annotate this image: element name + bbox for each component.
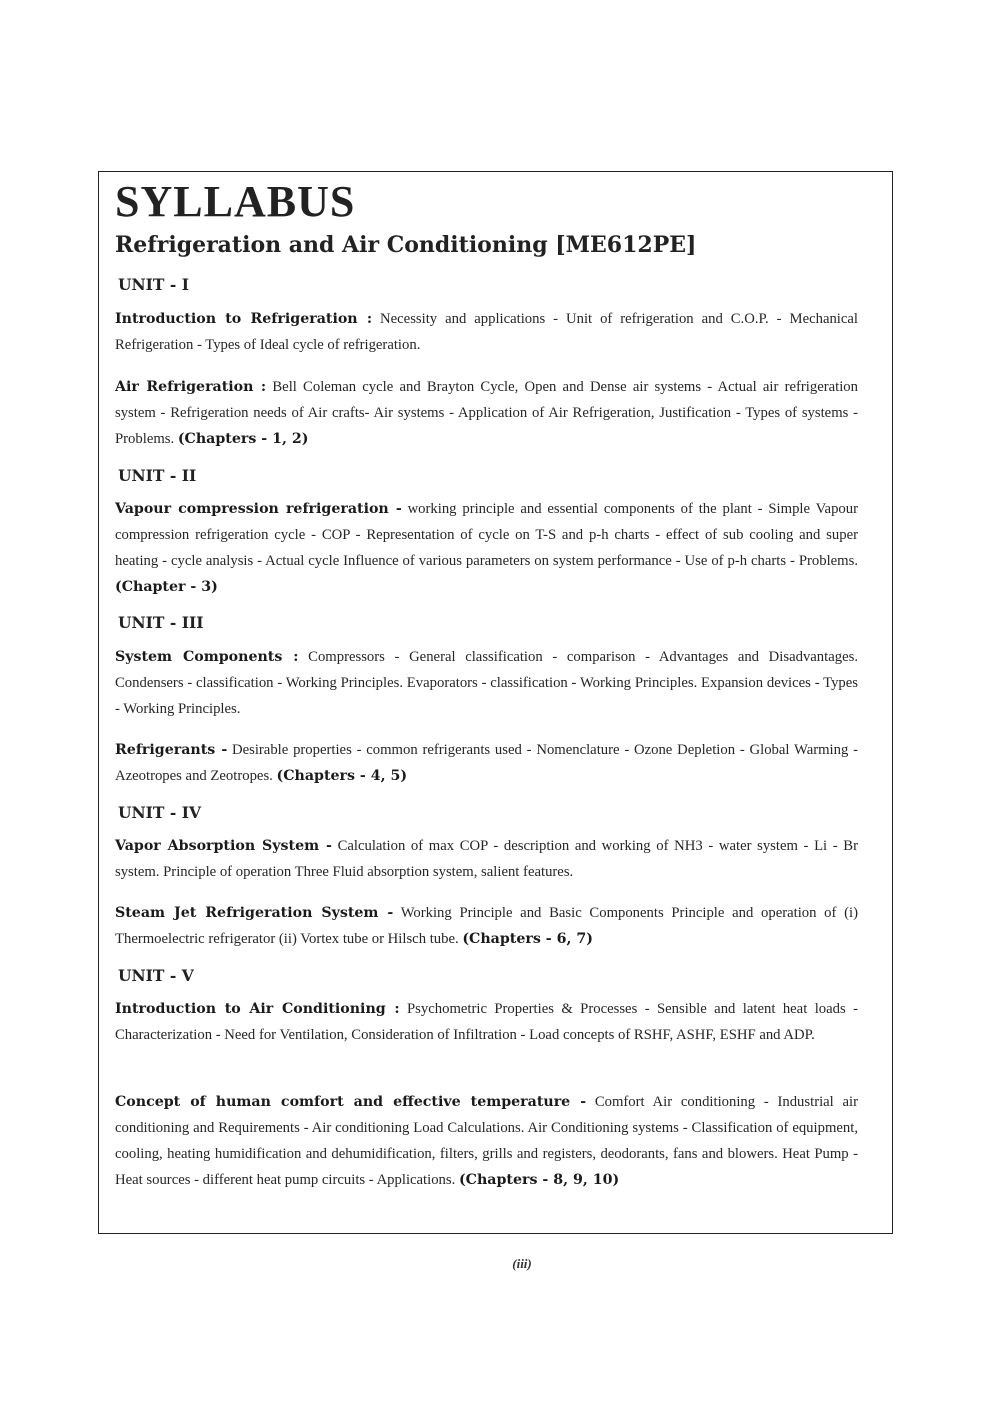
unit-paragraph bbox=[115, 496, 858, 600]
unit-paragraph bbox=[115, 1089, 858, 1193]
topic-body: Bell Coleman cycle and Brayton Cycle, Open and Dense air systems - Actual air refrigeration system - Refrigeration needs of Air crafts- Air systems - Application of Air Refrigeration, Justification - Types of systems - Problems. bbox=[115, 379, 858, 447]
topic-heading: Refrigerants - bbox=[115, 742, 228, 758]
unit-paragraph bbox=[115, 737, 858, 789]
topic-heading: Concept of human comfort and effective temperature - bbox=[115, 1094, 587, 1110]
unit-paragraph bbox=[115, 833, 858, 885]
topic-heading: Introduction to Air Conditioning : bbox=[115, 1001, 400, 1017]
topic-heading: Vapour compression refrigeration - bbox=[115, 501, 402, 517]
topic-body: working principle and essential components of the plant - Simple Vapour compression refrigeration cycle - COP - Representation of cycle on T-S and p-h charts - effect of sub cooling and super heating - cycle analysis - Actual cycle Influence of various parameters on system performance - Use of p-h charts - Problems. bbox=[115, 501, 858, 569]
topic-body: Psychometric Properties & Processes - Sensible and latent heat loads - Characterization - Need for Ventilation, Consideration of Infiltration - Load concepts of RSHF, ASHF, ESHF and ADP. bbox=[115, 1001, 858, 1043]
unit-paragraph bbox=[115, 306, 858, 358]
topic-heading: Air Refrigeration : bbox=[115, 379, 267, 395]
chapter-ref: (Chapters - 4, 5) bbox=[276, 768, 408, 784]
unit-heading: UNIT - V bbox=[118, 966, 194, 985]
chapter-ref: (Chapters - 6, 7) bbox=[462, 931, 593, 947]
topic-heading: Steam Jet Refrigeration System - bbox=[115, 905, 394, 921]
unit-heading: UNIT - IV bbox=[118, 803, 201, 822]
topic-body: Working Principle and Basic Components Principle and operation of (i) Thermoelectric refrigerator (ii) Vortex tube or Hilsch tube. bbox=[115, 905, 858, 947]
unit-heading: UNIT - III bbox=[118, 613, 204, 632]
topic-heading: Vapor Absorption System - bbox=[115, 838, 332, 854]
unit-heading: UNIT - II bbox=[118, 466, 197, 485]
unit-paragraph bbox=[115, 996, 858, 1048]
chapter-ref: (Chapters - 1, 2) bbox=[177, 431, 309, 447]
unit-paragraph bbox=[115, 374, 858, 452]
unit-paragraph bbox=[115, 644, 858, 722]
topic-body: Compressors - General classification - comparison - Advantages and Disadvantages. Condensers - classification - Working Principles. Evaporators - classification - Working Principles. Expansion devices - Types - Working Principles. bbox=[115, 649, 858, 717]
topic-body: Calculation of max COP - description and working of NH3 - water system - Li - Br system. Principle of operation Three Fluid absorption system, salient features. bbox=[115, 838, 858, 880]
page-title: SYLLABUS bbox=[115, 177, 356, 226]
chapter-ref: (Chapters - 8, 9, 10) bbox=[458, 1172, 620, 1188]
topic-body: Comfort Air conditioning - Industrial air conditioning and Requirements - Air conditioning Load Calculations. Air Conditioning systems - Classification of equipment, cooling, heating humidification and dehumidification, filters, grills and registers, deodorants, fans and blowers. Heat Pump - Heat sources - different heat pump circuits - Applications. bbox=[115, 1094, 858, 1188]
unit-heading: UNIT - I bbox=[118, 275, 189, 294]
page-number: (iii) bbox=[512, 1256, 532, 1271]
unit-paragraph bbox=[115, 900, 858, 952]
syllabus-box bbox=[98, 171, 893, 1234]
topic-body: Necessity and applications - Unit of refrigeration and C.O.P. - Mechanical Refrigeration - Types of Ideal cycle of refrigeration. bbox=[115, 311, 859, 353]
topic-body: Desirable properties - common refrigerants used - Nomenclature - Ozone Depletion - Global Warming - Azeotropes and Zeotropes. bbox=[115, 742, 858, 784]
topic-heading: Introduction to Refrigeration : bbox=[115, 311, 373, 327]
chapter-ref: (Chapter - 3) bbox=[115, 579, 218, 595]
course-subtitle: Refrigeration and Air Conditioning [ME612PE] bbox=[115, 232, 697, 258]
topic-heading: System Components : bbox=[115, 649, 299, 665]
